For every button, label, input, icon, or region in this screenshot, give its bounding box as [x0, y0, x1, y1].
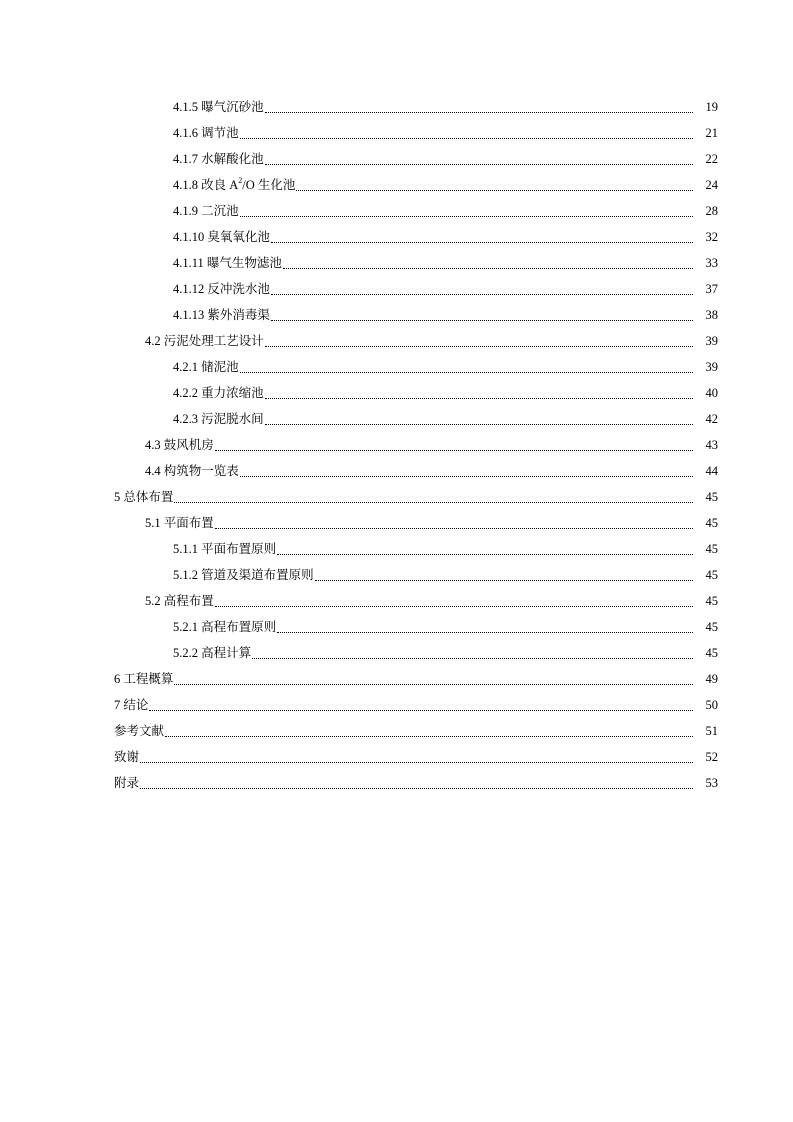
dot-leader	[140, 770, 693, 796]
dot-leader	[265, 406, 693, 432]
toc-entry[interactable]	[0, 354, 793, 380]
dot-leader	[265, 94, 693, 120]
toc-page-number: 50	[705, 698, 718, 712]
toc-entry-label: 5.1.1 平面布置原则	[173, 542, 277, 556]
toc-page-number: 39	[705, 360, 718, 374]
toc-entry[interactable]	[0, 770, 793, 796]
toc-entry-label: 5.2.1 高程布置原则	[173, 620, 277, 634]
toc-page-number: 53	[705, 776, 718, 790]
toc-entry[interactable]	[0, 276, 793, 302]
toc-page-number: 40	[705, 386, 718, 400]
toc-entry-label: 4.2 污泥处理工艺设计	[145, 334, 264, 348]
toc-entry-label: 5.2 高程布置	[145, 594, 214, 608]
dot-leader	[271, 224, 693, 250]
toc-page-number: 45	[705, 516, 718, 530]
toc-page-number: 39	[705, 334, 718, 348]
toc-entry[interactable]	[0, 666, 793, 692]
toc-entry-label: 4.1.13 紫外消毒渠	[173, 308, 270, 322]
dot-leader	[240, 458, 693, 484]
toc-page-number: 45	[705, 542, 718, 556]
toc-entry-label: 4.4 构筑物一览表	[145, 464, 239, 478]
dot-leader	[215, 510, 693, 536]
toc-page-number: 24	[705, 178, 718, 192]
dot-leader	[252, 640, 693, 666]
toc-entry-label: 4.2.1 储泥池	[173, 360, 239, 374]
dot-leader	[149, 692, 693, 718]
toc-entry-label: 附录	[114, 776, 140, 790]
toc-entry[interactable]	[0, 172, 793, 198]
toc-page-number: 52	[705, 750, 718, 764]
dot-leader	[265, 328, 693, 354]
toc-page-number: 45	[705, 594, 718, 608]
toc-entry[interactable]	[0, 328, 793, 354]
toc-entry-label: 4.1.5 曝气沉砂池	[173, 100, 264, 114]
dot-leader	[271, 302, 693, 328]
toc-entry[interactable]	[0, 588, 793, 614]
dot-leader	[240, 198, 693, 224]
toc-page-number: 22	[705, 152, 718, 166]
toc-entry[interactable]	[0, 640, 793, 666]
toc-entry-label: 4.1.10 臭氧氧化池	[173, 230, 270, 244]
toc-page-number: 49	[705, 672, 718, 686]
toc-entry[interactable]	[0, 198, 793, 224]
toc-entry-label: 5.2.2 高程计算	[173, 646, 252, 660]
toc-entry-label: 4.1.6 调节池	[173, 126, 239, 140]
toc-entry-label-suffix: /O 生化池	[242, 178, 296, 192]
dot-leader	[140, 744, 693, 770]
toc-entry-label: 4.1.12 反冲洗水池	[173, 282, 270, 296]
dot-leader	[265, 146, 693, 172]
dot-leader	[215, 588, 693, 614]
toc-page-number: 45	[705, 490, 718, 504]
dot-leader	[277, 536, 693, 562]
toc-page-number: 21	[705, 126, 718, 140]
toc-entry[interactable]	[0, 146, 793, 172]
dot-leader	[271, 276, 693, 302]
toc-entry-label: 5 总体布置	[114, 490, 174, 504]
toc-entry[interactable]	[0, 224, 793, 250]
dot-leader	[283, 250, 693, 276]
toc-entry-label: 致谢	[114, 750, 140, 764]
toc-page-number: 38	[705, 308, 718, 322]
toc-entry[interactable]	[0, 614, 793, 640]
toc-page-number: 44	[705, 464, 718, 478]
dot-leader	[174, 666, 693, 692]
dot-leader	[277, 614, 693, 640]
toc-entry-label	[173, 172, 295, 198]
toc-entry[interactable]	[0, 536, 793, 562]
dot-leader	[215, 432, 693, 458]
dot-leader	[240, 120, 693, 146]
toc-entry[interactable]	[0, 380, 793, 406]
toc-entry-label: 4.1.7 水解酸化池	[173, 152, 264, 166]
dot-leader	[296, 172, 693, 198]
toc-page-number: 19	[705, 100, 718, 114]
toc-entry[interactable]	[0, 94, 793, 120]
toc-page-number: 51	[705, 724, 718, 738]
dot-leader	[174, 484, 693, 510]
toc-entry-label: 5.1 平面布置	[145, 516, 214, 530]
toc-entry-label: 6 工程概算	[114, 672, 174, 686]
toc-entry[interactable]	[0, 510, 793, 536]
dot-leader	[265, 380, 693, 406]
toc-page-number: 45	[705, 568, 718, 582]
toc-entry-label: 4.3 鼓风机房	[145, 438, 214, 452]
toc-entry[interactable]	[0, 302, 793, 328]
toc-entry-label: 7 结论	[114, 698, 149, 712]
toc-page-number: 32	[705, 230, 718, 244]
toc-page-number: 45	[705, 646, 718, 660]
table-of-contents	[0, 94, 793, 796]
toc-entry[interactable]	[0, 250, 793, 276]
toc-entry[interactable]	[0, 406, 793, 432]
toc-entry-label: 4.2.3 污泥脱水间	[173, 412, 264, 426]
toc-entry-label: 参考文献	[114, 724, 165, 738]
toc-entry-label: 4.1.9 二沉池	[173, 204, 239, 218]
toc-entry-label: 4.1.11 曝气生物滤池	[173, 256, 282, 270]
toc-page-number: 45	[705, 620, 718, 634]
toc-entry[interactable]	[0, 120, 793, 146]
toc-entry[interactable]	[0, 744, 793, 770]
toc-page-number: 37	[705, 282, 718, 296]
toc-page-number: 42	[705, 412, 718, 426]
toc-entry[interactable]	[0, 458, 793, 484]
toc-entry-label: 4.2.2 重力浓缩池	[173, 386, 264, 400]
toc-page-number: 43	[705, 438, 718, 452]
toc-entry-label: 5.1.2 管道及渠道布置原则	[173, 568, 314, 582]
toc-entry[interactable]	[0, 562, 793, 588]
toc-entry-label-prefix: 4.1.8 改良 A	[173, 178, 239, 192]
toc-entry[interactable]	[0, 484, 793, 510]
toc-entry[interactable]	[0, 718, 793, 744]
dot-leader	[240, 354, 693, 380]
superscript: 2	[238, 175, 243, 185]
toc-entry[interactable]	[0, 432, 793, 458]
toc-page-number: 33	[705, 256, 718, 270]
toc-entry[interactable]	[0, 692, 793, 718]
dot-leader	[315, 562, 693, 588]
toc-page-number: 28	[705, 204, 718, 218]
dot-leader	[165, 718, 693, 744]
